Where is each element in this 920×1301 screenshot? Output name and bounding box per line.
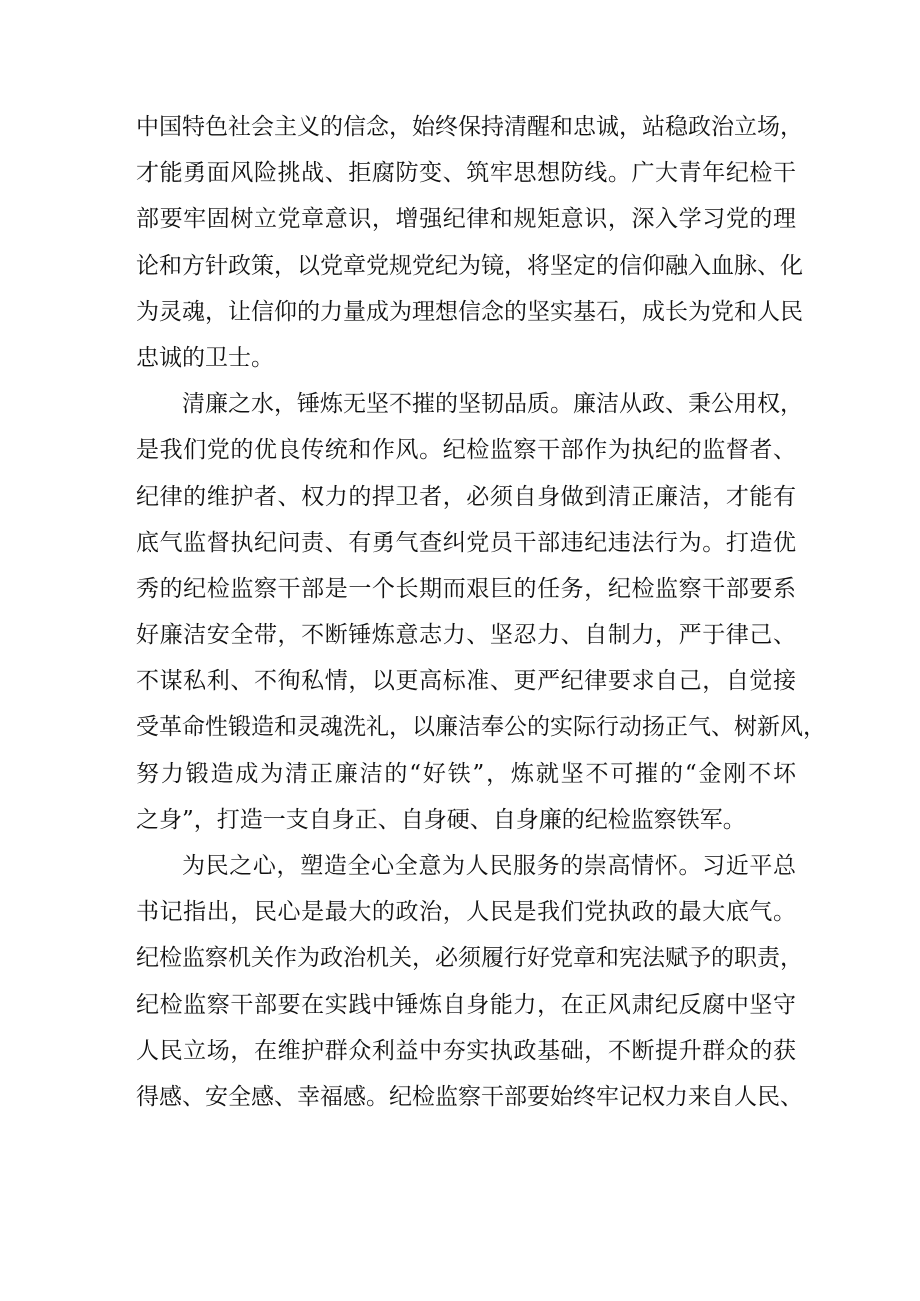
text-line: 不谋私利、不徇私情，以更高标准、更严纪律要求自己，自觉接 (136, 668, 796, 695)
text-line: 为民之心，塑造全心全意为人民服务的崇高情怀。习近平总 (182, 853, 796, 879)
paragraph-3 (136, 843, 803, 1120)
paragraph-1 (136, 104, 803, 381)
text-line: 好廉洁安全带，不断锤炼意志力、坚忍力、自制力，严于律己、 (136, 622, 796, 649)
text-line: 纪检监察干部要在实践中锤炼自身能力，在正风肃纪反腐中坚守 (136, 991, 796, 1018)
text-line: 纪律的维护者、权力的捍卫者，必须自身做到清正廉洁，才能有 (136, 483, 796, 510)
text-line: 中国特色社会主义的信念，始终保持清醒和忠诚，站稳政治立场， (136, 114, 803, 140)
text-line: 才能勇面风险挑战、拒腐防变、筑牢思想防线。广大青年纪检干 (136, 160, 796, 187)
text-line: 书记指出，民心是最大的政治，人民是我们党执政的最大底气。 (136, 899, 796, 926)
text-line: 秀的纪检监察干部是一个长期而艰巨的任务，纪检监察干部要系 (136, 575, 796, 602)
text-line: 纪检监察机关作为政治机关，必须履行好党章和宪法赋予的职责， (136, 945, 803, 972)
text-line: 努力锻造成为清正廉洁的“好铁”，炼就坚不可摧的“金刚不坏 (136, 760, 796, 787)
text-line: 受革命性锻造和灵魂洗礼，以廉洁奉公的实际行动扬正气、树新风， (136, 714, 826, 741)
text-line: 之身”，打造一支自身正、自身硬、自身廉的纪检监察铁军。 (136, 806, 746, 833)
text-line: 清廉之水，锤炼无坚不摧的坚韧品质。廉洁从政、秉公用权， (182, 391, 803, 418)
paragraph-2 (136, 381, 826, 843)
text-line: 部要牢固树立党章意识，增强纪律和规矩意识，深入学习党的理 (136, 206, 796, 233)
body-text (136, 104, 826, 1120)
text-line: 论和方针政策，以党章党规党纪为镜，将坚定的信仰融入血脉、化 (136, 252, 803, 279)
text-line: 是我们党的优良传统和作风。纪检监察干部作为执纪的监督者、 (136, 437, 796, 464)
text-line: 人民立场，在维护群众利益中夯实执政基础，不断提升群众的获 (136, 1037, 796, 1064)
text-line: 底气监督执纪问责、有勇气查纠党员干部违纪违法行为。打造优 (136, 529, 796, 556)
text-line: 为灵魂，让信仰的力量成为理想信念的坚实基石，成长为党和人民 (136, 298, 803, 325)
text-line: 忠诚的卫士。 (136, 344, 274, 371)
text-line: 得感、安全感、幸福感。纪检监察干部要始终牢记权力来自人民、 (136, 1083, 803, 1110)
